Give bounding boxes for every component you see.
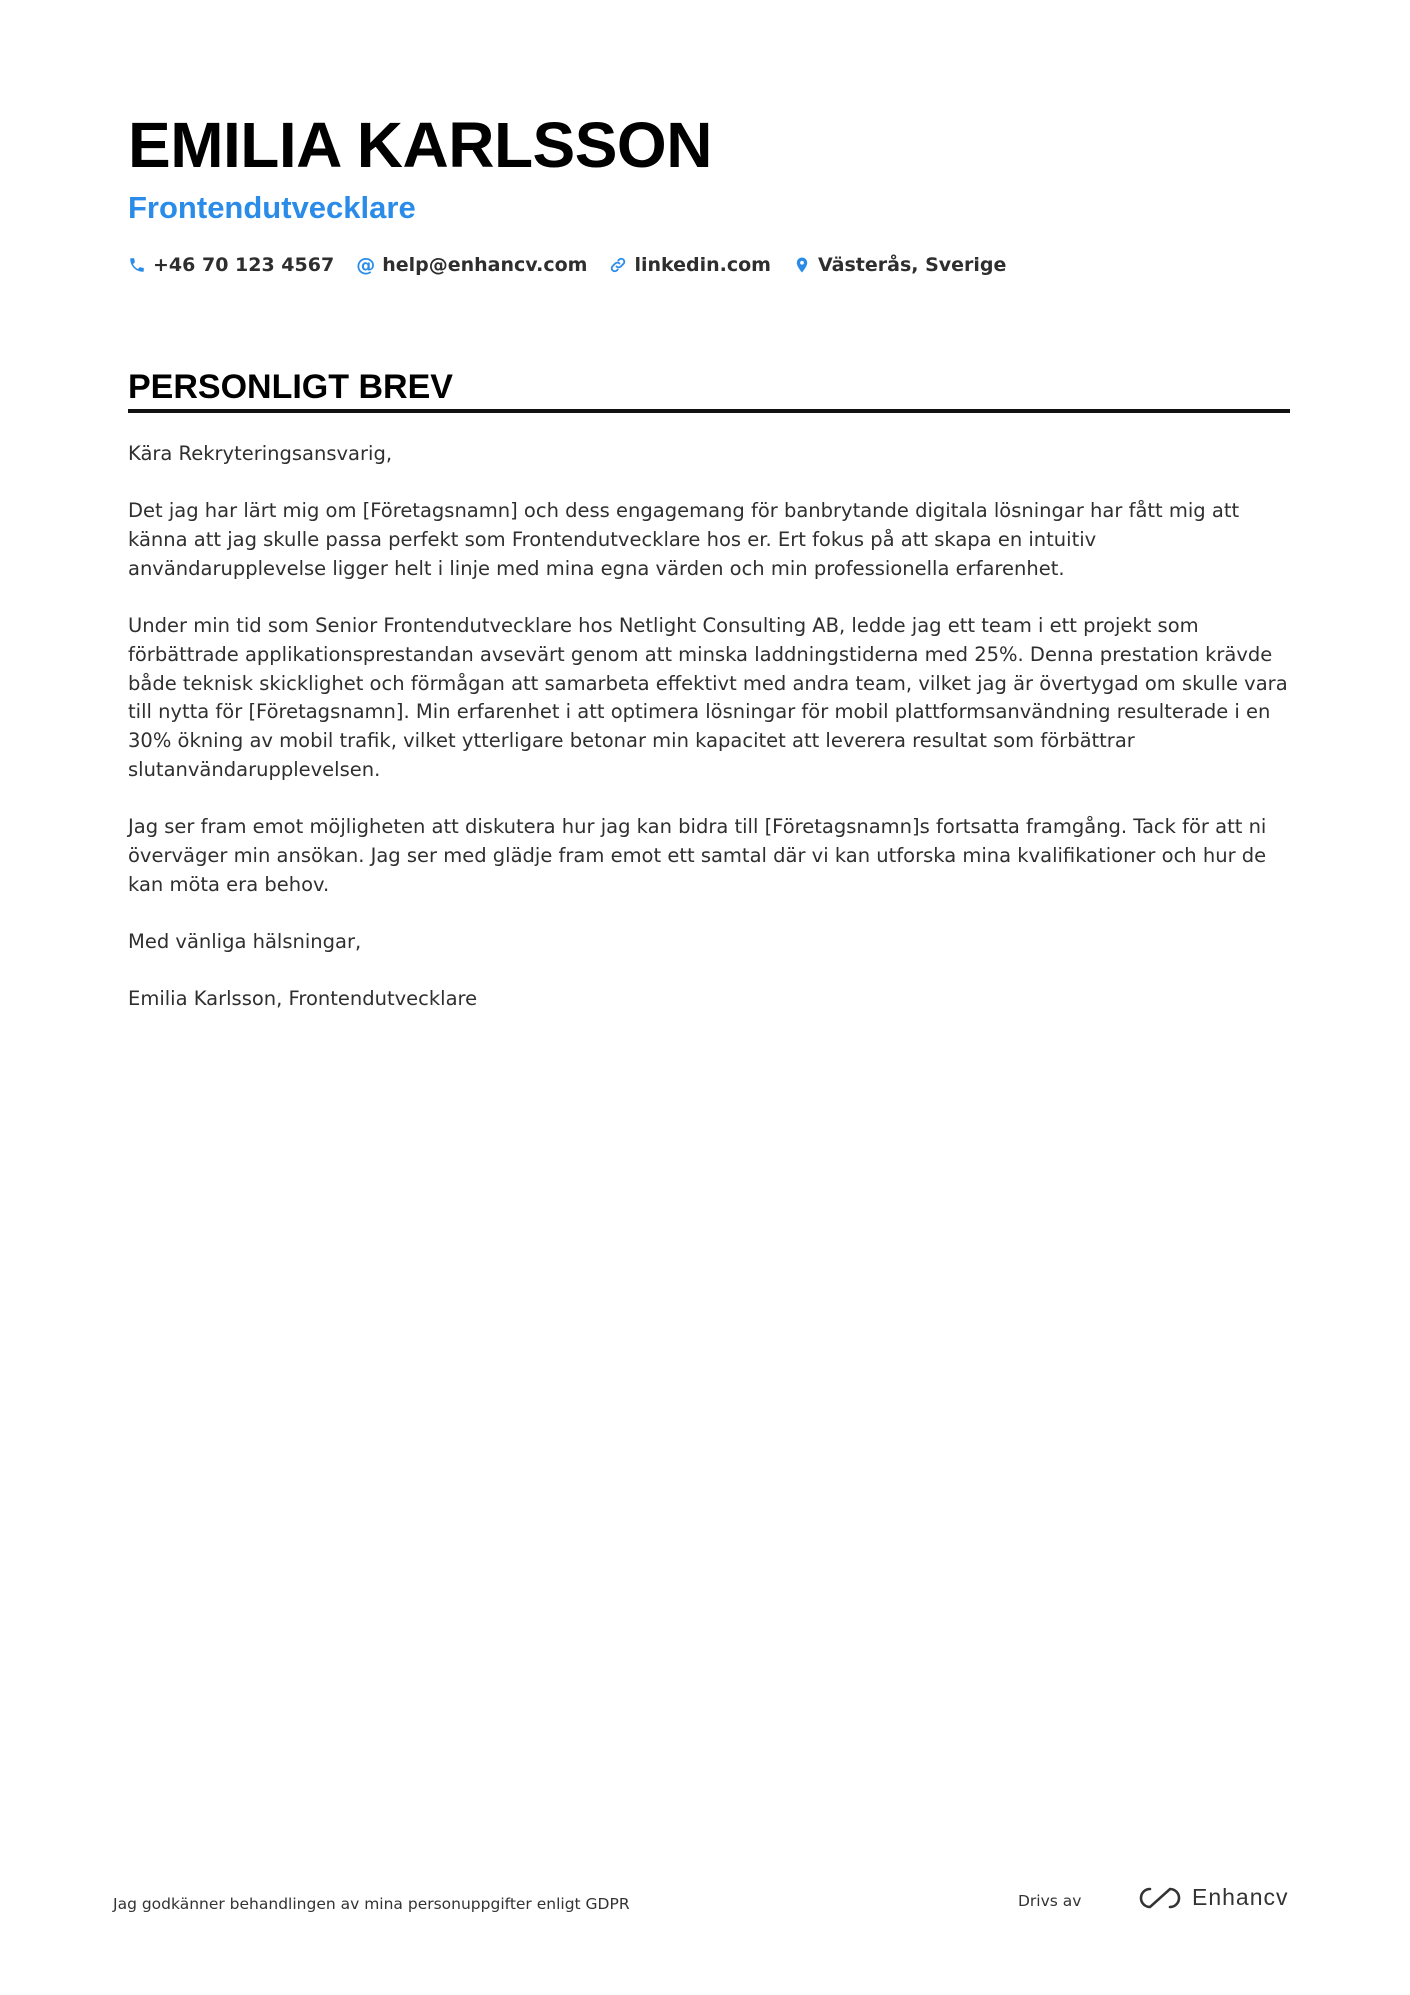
phone-number: +46 70 123 4567 bbox=[153, 254, 335, 276]
brand-name: Enhancv bbox=[1192, 1884, 1289, 1910]
letter-signature: Emilia Karlsson, Frontendutvecklare bbox=[128, 987, 478, 1011]
link-icon bbox=[609, 256, 627, 274]
contact-email[interactable] bbox=[356, 254, 587, 276]
phone-icon bbox=[128, 256, 146, 274]
job-title: Frontendutvecklare bbox=[128, 190, 416, 225]
letter-closing: Med vänliga hälsningar, bbox=[128, 929, 362, 953]
letter-paragraph: Det jag har lärt mig om [Företagsnamn] och dess engagemang för banbrytande digitala lösningar har fått mig att känna att jag skulle passa perfekt som Frontendutvecklare hos er. Ert fokus på att skapa en intuitiv användarupplevelse ligger helt i linje med mina egna värden och min professionella erfarenhet. bbox=[128, 499, 1240, 580]
contact-phone bbox=[128, 254, 334, 276]
powered-by-label: Drivs av bbox=[1018, 1892, 1082, 1910]
email-address[interactable]: help@enhancv.com bbox=[382, 254, 588, 276]
applicant-name: EMILIA KARLSSON bbox=[128, 109, 712, 181]
contact-linkedin[interactable] bbox=[609, 254, 771, 276]
contact-bar bbox=[128, 254, 1006, 276]
enhancv-logo[interactable] bbox=[1138, 1884, 1289, 1911]
map-pin-icon bbox=[793, 256, 811, 274]
contact-location bbox=[793, 254, 1006, 276]
enhancv-logo-icon bbox=[1138, 1885, 1182, 1911]
at-icon: @ bbox=[356, 253, 376, 276]
letter-body bbox=[128, 440, 1290, 1043]
section-heading: PERSONLIGT BREV bbox=[128, 368, 453, 406]
letter-paragraph: Jag ser fram emot möjligheten att diskutera hur jag kan bidra till [Företagsnamn]s fortsatta framgång. Tack för att ni överväger min ansökan. Jag ser med glädje fram emot ett samtal där vi kan utforska mina kvalifikationer och hur de kan möta era behov. bbox=[128, 815, 1267, 896]
letter-greeting: Kära Rekryteringsansvarig, bbox=[128, 442, 393, 465]
letter-paragraph: Under min tid som Senior Frontendutvecklare hos Netlight Consulting AB, ledde jag ett team i ett projekt som förbättrade applikationsprestandan avsevärt genom att minska laddningstiderna med 25%. Denna prestation krävde både teknisk skicklighet och förmågan att samarbeta effektivt med andra team, vilket jag är övertygad om skulle vara till nytta för [Företagsnamn]. Min erfarenhet i att optimera lösningar för mobil plattformsanvändning resulterade i en 30% ökning av mobil trafik, vilket ytterligare betonar min kapacitet att leverera resultat som förbättrar slutanvändarupplevelsen. bbox=[128, 614, 1288, 781]
location-text: Västerås, Sverige bbox=[817, 254, 1007, 276]
section-divider bbox=[128, 409, 1290, 413]
gdpr-consent-text: Jag godkänner behandlingen av mina personuppgifter enligt GDPR bbox=[113, 1895, 630, 1913]
linkedin-link[interactable]: linkedin.com bbox=[634, 254, 771, 276]
